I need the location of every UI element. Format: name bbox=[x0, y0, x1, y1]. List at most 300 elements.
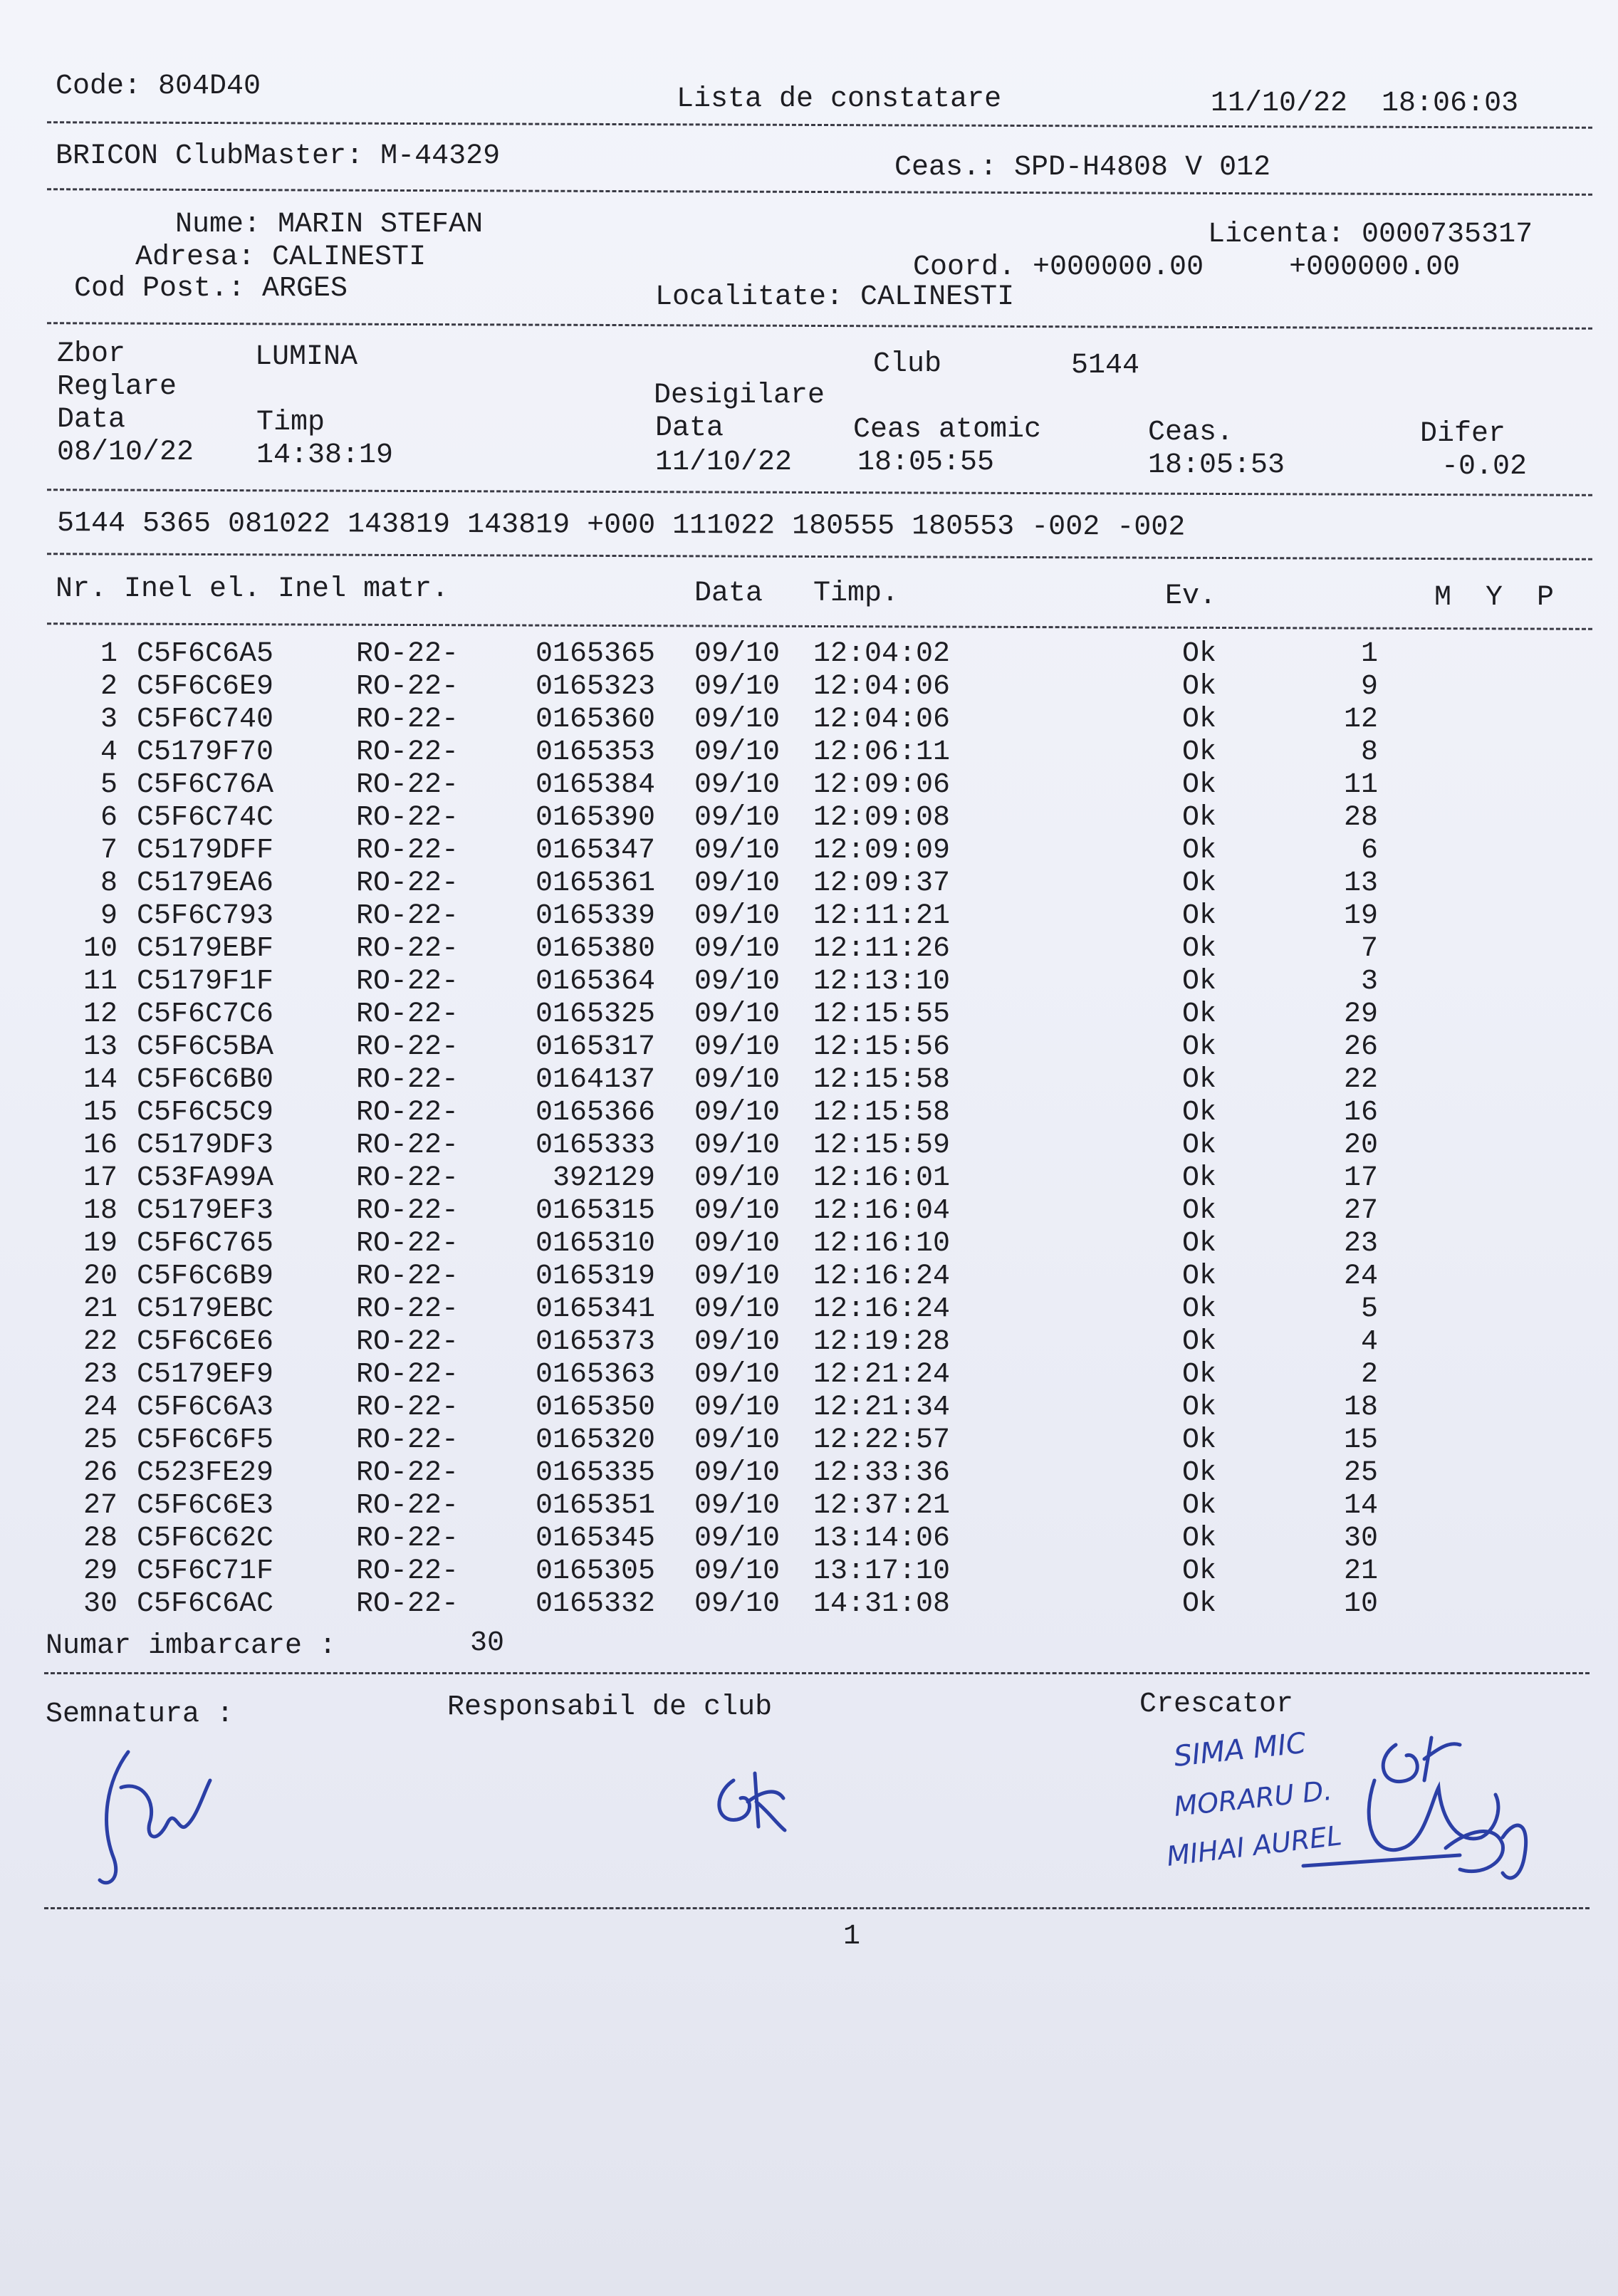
arrival-time: 12:16:04 bbox=[813, 1195, 951, 1227]
page-number: 1 bbox=[843, 1921, 861, 1953]
arrival-time: 12:15:58 bbox=[813, 1097, 951, 1129]
ring-number: 0165305 bbox=[535, 1555, 655, 1587]
row-number: 12 bbox=[83, 998, 118, 1030]
row-number: 27 bbox=[83, 1490, 118, 1522]
table-row bbox=[0, 1293, 1618, 1326]
ring-number: 0165366 bbox=[535, 1097, 655, 1129]
header-date: Data bbox=[694, 578, 763, 610]
electronic-ring: C5179F70 bbox=[137, 736, 274, 768]
arrival-time: 12:15:59 bbox=[813, 1129, 951, 1162]
electronic-ring: C5F6C5BA bbox=[137, 1031, 274, 1063]
ring-number: 0165360 bbox=[535, 704, 655, 736]
arrival-time: 12:19:28 bbox=[813, 1326, 951, 1358]
table-row bbox=[0, 1588, 1618, 1621]
ring-number: 0165361 bbox=[535, 867, 655, 899]
event-status: Ok bbox=[1182, 1228, 1217, 1260]
atomic-clock-time: 18:05:55 bbox=[857, 447, 995, 479]
arrival-time: 13:17:10 bbox=[813, 1555, 951, 1587]
ring-number: 0165380 bbox=[535, 933, 655, 965]
reglare-label: Reglare bbox=[57, 371, 177, 403]
club-responsible-label: Responsabil de club bbox=[447, 1691, 773, 1723]
arrival-time: 12:21:24 bbox=[813, 1359, 951, 1391]
ring-prefix: RO-22- bbox=[356, 998, 459, 1030]
arrival-date: 09/10 bbox=[694, 998, 781, 1030]
place: 15 bbox=[1343, 1424, 1378, 1456]
table-row bbox=[0, 1097, 1618, 1129]
arrival-time: 12:21:34 bbox=[813, 1392, 951, 1424]
ring-prefix: RO-22- bbox=[356, 1195, 459, 1227]
owner-locality: Localitate: CALINESTI bbox=[655, 281, 1015, 313]
flight-label: Zbor bbox=[57, 338, 126, 370]
electronic-ring: C5F6C7C6 bbox=[137, 998, 274, 1030]
row-number: 20 bbox=[83, 1261, 118, 1293]
arrival-time: 12:16:01 bbox=[813, 1162, 951, 1194]
event-status: Ok bbox=[1182, 867, 1217, 899]
arrival-time: 12:16:24 bbox=[813, 1293, 951, 1325]
place: 29 bbox=[1343, 998, 1378, 1030]
event-status: Ok bbox=[1182, 1162, 1217, 1194]
arrival-time: 14:31:08 bbox=[813, 1588, 951, 1620]
ring-number: 0165341 bbox=[535, 1293, 655, 1325]
club-label: Club bbox=[873, 348, 942, 380]
arrival-time: 12:33:36 bbox=[813, 1457, 951, 1489]
row-number: 21 bbox=[83, 1293, 118, 1325]
arrival-date: 09/10 bbox=[694, 1359, 781, 1391]
event-status: Ok bbox=[1182, 900, 1217, 932]
electronic-ring: C5179EF9 bbox=[137, 1359, 274, 1391]
divider bbox=[44, 1672, 1590, 1674]
arrival-time: 12:06:11 bbox=[813, 736, 951, 768]
row-number: 3 bbox=[100, 704, 118, 736]
signature-label: Semnatura : bbox=[46, 1698, 234, 1731]
atomic-clock-label: Ceas atomic bbox=[853, 414, 1042, 446]
electronic-ring: C5179DFF bbox=[137, 835, 274, 867]
ring-prefix: RO-22- bbox=[356, 1523, 459, 1555]
electronic-ring: C53FA99A bbox=[137, 1162, 274, 1194]
ring-number: 0165319 bbox=[535, 1261, 655, 1293]
table-row bbox=[0, 1523, 1618, 1555]
table-row bbox=[0, 900, 1618, 933]
place: 16 bbox=[1343, 1097, 1378, 1129]
header-event: Ev. bbox=[1165, 580, 1217, 612]
event-status: Ok bbox=[1182, 1129, 1217, 1162]
arrival-time: 12:22:57 bbox=[813, 1424, 951, 1456]
row-number: 18 bbox=[83, 1195, 118, 1227]
arrival-date: 09/10 bbox=[694, 1293, 781, 1325]
table-row bbox=[0, 1490, 1618, 1523]
arrival-time: 12:37:21 bbox=[813, 1490, 951, 1522]
ring-prefix: RO-22- bbox=[356, 835, 459, 867]
ring-number: 0165310 bbox=[535, 1228, 655, 1260]
event-status: Ok bbox=[1182, 1424, 1217, 1456]
table-row bbox=[0, 1261, 1618, 1293]
ring-prefix: RO-22- bbox=[356, 1162, 459, 1194]
table-row bbox=[0, 1392, 1618, 1424]
ring-prefix: RO-22- bbox=[356, 1064, 459, 1096]
clock-difference: -0.02 bbox=[1441, 451, 1528, 483]
electronic-ring: C5179EA6 bbox=[137, 867, 274, 899]
owner-name: Nume: MARIN STEFAN bbox=[175, 209, 484, 241]
arrival-date: 09/10 bbox=[694, 736, 781, 768]
place: 6 bbox=[1360, 835, 1378, 867]
table-row bbox=[0, 769, 1618, 802]
ring-number: 0165332 bbox=[535, 1588, 655, 1620]
arrival-time: 12:09:09 bbox=[813, 835, 951, 867]
reglare-time-label: Timp bbox=[256, 407, 325, 439]
event-status: Ok bbox=[1182, 1326, 1217, 1358]
electronic-ring: C5F6C6A5 bbox=[137, 638, 274, 670]
ring-number: 0165353 bbox=[535, 736, 655, 768]
row-number: 22 bbox=[83, 1326, 118, 1358]
event-status: Ok bbox=[1182, 1555, 1217, 1587]
place: 5 bbox=[1360, 1293, 1378, 1325]
electronic-ring: C5179EBF bbox=[137, 933, 274, 965]
table-row bbox=[0, 638, 1618, 671]
place: 28 bbox=[1343, 802, 1378, 834]
electronic-ring: C5F6C5C9 bbox=[137, 1097, 274, 1129]
document-datetime: 11/10/22 18:06:03 bbox=[1211, 88, 1519, 120]
row-number: 17 bbox=[83, 1162, 118, 1194]
table-row bbox=[0, 1031, 1618, 1064]
ring-prefix: RO-22- bbox=[356, 933, 459, 965]
divider bbox=[47, 553, 1592, 560]
svg-text:SIMA MIC: SIMA MIC bbox=[1172, 1726, 1308, 1773]
arrival-date: 09/10 bbox=[694, 1129, 781, 1162]
arrival-date: 09/10 bbox=[694, 1097, 781, 1129]
arrival-date: 09/10 bbox=[694, 1523, 781, 1555]
arrival-time: 12:11:21 bbox=[813, 900, 951, 932]
electronic-ring: C5F6C765 bbox=[137, 1228, 274, 1260]
event-status: Ok bbox=[1182, 1523, 1217, 1555]
ring-prefix: RO-22- bbox=[356, 638, 459, 670]
ring-prefix: RO-22- bbox=[356, 1031, 459, 1063]
electronic-ring: C5F6C793 bbox=[137, 900, 274, 932]
place: 13 bbox=[1343, 867, 1378, 899]
ring-number: 0165345 bbox=[535, 1523, 655, 1555]
breeder-signatures bbox=[1161, 1723, 1560, 1901]
place: 19 bbox=[1343, 900, 1378, 932]
desigilare-date: 11/10/22 bbox=[655, 447, 793, 479]
reglare-date: 08/10/22 bbox=[57, 437, 194, 469]
ring-prefix: RO-22- bbox=[356, 704, 459, 736]
ring-number: 0165325 bbox=[535, 998, 655, 1030]
ring-number: 0165315 bbox=[535, 1195, 655, 1227]
event-status: Ok bbox=[1182, 1031, 1217, 1063]
table-row bbox=[0, 671, 1618, 704]
row-number: 23 bbox=[83, 1359, 118, 1391]
arrival-date: 09/10 bbox=[694, 638, 781, 670]
row-number: 16 bbox=[83, 1129, 118, 1162]
electronic-ring: C5179F1F bbox=[137, 966, 274, 998]
ring-number: 0165333 bbox=[535, 1129, 655, 1162]
ring-number: 0165363 bbox=[535, 1359, 655, 1391]
electronic-ring: C5F6C6B0 bbox=[137, 1064, 274, 1096]
ring-prefix: RO-22- bbox=[356, 1555, 459, 1587]
basketing-count: 30 bbox=[470, 1627, 505, 1659]
place: 2 bbox=[1360, 1359, 1378, 1391]
arrival-date: 09/10 bbox=[694, 1261, 781, 1293]
place: 20 bbox=[1343, 1129, 1378, 1162]
event-status: Ok bbox=[1182, 1359, 1217, 1391]
arrival-date: 09/10 bbox=[694, 1031, 781, 1063]
place: 9 bbox=[1360, 671, 1378, 703]
event-status: Ok bbox=[1182, 802, 1217, 834]
ring-number: 0165335 bbox=[535, 1457, 655, 1489]
place: 14 bbox=[1343, 1490, 1378, 1522]
event-status: Ok bbox=[1182, 998, 1217, 1030]
ring-prefix: RO-22- bbox=[356, 1392, 459, 1424]
table-row bbox=[0, 867, 1618, 900]
place: 30 bbox=[1343, 1523, 1378, 1555]
divider bbox=[47, 188, 1592, 196]
electronic-ring: C5F6C6E3 bbox=[137, 1490, 274, 1522]
arrival-date: 09/10 bbox=[694, 900, 781, 932]
row-number: 10 bbox=[83, 933, 118, 965]
divider bbox=[47, 121, 1592, 129]
ring-prefix: RO-22- bbox=[356, 1490, 459, 1522]
ring-number: 0165347 bbox=[535, 835, 655, 867]
row-number: 25 bbox=[83, 1424, 118, 1456]
owner-postal-code: Cod Post.: ARGES bbox=[74, 273, 348, 305]
ring-number: 0164137 bbox=[535, 1064, 655, 1096]
table-row bbox=[0, 1326, 1618, 1359]
electronic-ring: C5F6C6E6 bbox=[137, 1326, 274, 1358]
table-row bbox=[0, 736, 1618, 769]
table-row bbox=[0, 933, 1618, 966]
ring-number: 0165373 bbox=[535, 1326, 655, 1358]
ring-number: 0165364 bbox=[535, 966, 655, 998]
desigilare-date-label: Data bbox=[655, 412, 724, 444]
row-number: 26 bbox=[83, 1457, 118, 1489]
row-number: 8 bbox=[100, 867, 118, 899]
ring-prefix: RO-22- bbox=[356, 1097, 459, 1129]
arrival-date: 09/10 bbox=[694, 835, 781, 867]
table-row bbox=[0, 1195, 1618, 1228]
ring-number: 0165390 bbox=[535, 802, 655, 834]
signature-2 bbox=[705, 1759, 790, 1844]
ring-number: 0165320 bbox=[535, 1424, 655, 1456]
ring-number: 0165384 bbox=[535, 769, 655, 801]
event-status: Ok bbox=[1182, 835, 1217, 867]
electronic-ring: C5F6C76A bbox=[137, 769, 274, 801]
divider bbox=[47, 622, 1592, 630]
table-row bbox=[0, 998, 1618, 1031]
ring-prefix: RO-22- bbox=[356, 769, 459, 801]
electronic-ring: C5F6C62C bbox=[137, 1523, 274, 1555]
place: 26 bbox=[1343, 1031, 1378, 1063]
place: 8 bbox=[1360, 736, 1378, 768]
document-title: Lista de constatare bbox=[677, 83, 1002, 115]
place: 4 bbox=[1360, 1326, 1378, 1358]
row-number: 28 bbox=[83, 1523, 118, 1555]
club-number: 5144 bbox=[1071, 350, 1140, 382]
arrival-time: 12:15:55 bbox=[813, 998, 951, 1030]
arrival-time: 12:09:06 bbox=[813, 769, 951, 801]
arrival-time: 12:16:10 bbox=[813, 1228, 951, 1260]
arrival-date: 09/10 bbox=[694, 1588, 781, 1620]
arrival-date: 09/10 bbox=[694, 1392, 781, 1424]
event-status: Ok bbox=[1182, 1392, 1217, 1424]
divider bbox=[44, 1907, 1590, 1909]
ring-prefix: RO-22- bbox=[356, 1129, 459, 1162]
arrival-time: 12:04:02 bbox=[813, 638, 951, 670]
event-status: Ok bbox=[1182, 1195, 1217, 1227]
ring-prefix: RO-22- bbox=[356, 671, 459, 703]
signature-1 bbox=[78, 1738, 228, 1894]
ring-number: 0165317 bbox=[535, 1031, 655, 1063]
electronic-ring: C5179DF3 bbox=[137, 1129, 274, 1162]
electronic-ring: C5F6C740 bbox=[137, 704, 274, 736]
arrival-date: 09/10 bbox=[694, 769, 781, 801]
place: 11 bbox=[1343, 769, 1378, 801]
header-ring-numbers: Nr. Inel el. Inel matr. bbox=[56, 573, 449, 605]
arrival-date: 09/10 bbox=[694, 1457, 781, 1489]
event-status: Ok bbox=[1182, 1588, 1217, 1620]
document-code: Code: 804D40 bbox=[56, 71, 261, 103]
row-number: 5 bbox=[100, 769, 118, 801]
owner-license: Licenta: 0000735317 bbox=[1208, 219, 1533, 251]
row-number: 29 bbox=[83, 1555, 118, 1587]
reglare-time: 14:38:19 bbox=[256, 439, 394, 471]
place: 27 bbox=[1343, 1195, 1378, 1227]
row-number: 14 bbox=[83, 1064, 118, 1096]
arrival-date: 09/10 bbox=[694, 1555, 781, 1587]
electronic-ring: C5F6C74C bbox=[137, 802, 274, 834]
place: 1 bbox=[1360, 638, 1378, 670]
table-row bbox=[0, 1228, 1618, 1261]
row-number: 11 bbox=[83, 966, 118, 998]
ring-prefix: RO-22- bbox=[356, 1261, 459, 1293]
table-row bbox=[0, 1064, 1618, 1097]
electronic-ring: C5F6C6A3 bbox=[137, 1392, 274, 1424]
flight-name: LUMINA bbox=[255, 341, 358, 373]
place: 22 bbox=[1343, 1064, 1378, 1096]
event-status: Ok bbox=[1182, 1293, 1217, 1325]
table-row bbox=[0, 1129, 1618, 1162]
table-row bbox=[0, 802, 1618, 835]
electronic-ring: C5F6C6AC bbox=[137, 1588, 274, 1620]
header-myp: M Y P bbox=[1434, 582, 1555, 614]
table-row bbox=[0, 1162, 1618, 1195]
place: 21 bbox=[1343, 1555, 1378, 1587]
place: 24 bbox=[1343, 1261, 1378, 1293]
arrival-date: 09/10 bbox=[694, 1490, 781, 1522]
arrival-date: 09/10 bbox=[694, 671, 781, 703]
event-status: Ok bbox=[1182, 736, 1217, 768]
ring-number: 0165339 bbox=[535, 900, 655, 932]
svg-text:MORARU D.: MORARU D. bbox=[1172, 1774, 1334, 1822]
ring-prefix: RO-22- bbox=[356, 900, 459, 932]
ring-prefix: RO-22- bbox=[356, 736, 459, 768]
event-status: Ok bbox=[1182, 966, 1217, 998]
ring-prefix: RO-22- bbox=[356, 1424, 459, 1456]
row-number: 13 bbox=[83, 1031, 118, 1063]
divider bbox=[47, 322, 1592, 330]
place: 17 bbox=[1343, 1162, 1378, 1194]
row-number: 1 bbox=[100, 638, 118, 670]
arrival-time: 12:09:08 bbox=[813, 802, 951, 834]
arrival-date: 09/10 bbox=[694, 1162, 781, 1194]
table-row bbox=[0, 1424, 1618, 1457]
desigilare-label: Desigilare bbox=[654, 380, 825, 412]
row-number: 24 bbox=[83, 1392, 118, 1424]
event-status: Ok bbox=[1182, 1097, 1217, 1129]
place: 12 bbox=[1343, 704, 1378, 736]
divider bbox=[47, 489, 1592, 496]
ring-number: 0165365 bbox=[535, 638, 655, 670]
place: 18 bbox=[1343, 1392, 1378, 1424]
ring-number: 392129 bbox=[552, 1162, 655, 1194]
electronic-ring: C5F6C6E9 bbox=[137, 671, 274, 703]
reglare-date-label: Data bbox=[57, 404, 126, 436]
event-status: Ok bbox=[1182, 671, 1217, 703]
arrival-date: 09/10 bbox=[694, 1195, 781, 1227]
row-number: 7 bbox=[100, 835, 118, 867]
arrival-time: 12:16:24 bbox=[813, 1261, 951, 1293]
owner-coordinates: Coord. +000000.00 +000000.00 bbox=[913, 251, 1461, 283]
arrival-date: 09/10 bbox=[694, 1064, 781, 1096]
ring-prefix: RO-22- bbox=[356, 1359, 459, 1391]
basketing-count-label: Numar imbarcare : bbox=[46, 1630, 337, 1662]
ring-prefix: RO-22- bbox=[356, 802, 459, 834]
electronic-ring: C5F6C71F bbox=[137, 1555, 274, 1587]
arrival-time: 12:13:10 bbox=[813, 966, 951, 998]
event-status: Ok bbox=[1182, 769, 1217, 801]
arrival-date: 09/10 bbox=[694, 966, 781, 998]
event-status: Ok bbox=[1182, 1064, 1217, 1096]
place: 7 bbox=[1360, 933, 1378, 965]
ring-prefix: RO-22- bbox=[356, 1293, 459, 1325]
event-status: Ok bbox=[1182, 1457, 1217, 1489]
row-number: 19 bbox=[83, 1228, 118, 1260]
arrival-date: 09/10 bbox=[694, 1228, 781, 1260]
place: 10 bbox=[1343, 1588, 1378, 1620]
row-number: 4 bbox=[100, 736, 118, 768]
arrival-time: 12:04:06 bbox=[813, 671, 951, 703]
place: 25 bbox=[1343, 1457, 1378, 1489]
ring-prefix: RO-22- bbox=[356, 1326, 459, 1358]
table-row bbox=[0, 966, 1618, 998]
electronic-ring: C5F6C6B9 bbox=[137, 1261, 274, 1293]
arrival-date: 09/10 bbox=[694, 1424, 781, 1456]
arrival-time: 13:14:06 bbox=[813, 1523, 951, 1555]
owner-address: Adresa: CALINESTI bbox=[135, 241, 427, 273]
table-row bbox=[0, 704, 1618, 736]
table-row bbox=[0, 1555, 1618, 1588]
arrival-time: 12:04:06 bbox=[813, 704, 951, 736]
breeder-label: Crescator bbox=[1139, 1689, 1294, 1721]
electronic-ring: C5F6C6F5 bbox=[137, 1424, 274, 1456]
code-line: 5144 5365 081022 143819 143819 +000 111022 180555 180553 -002 -002 bbox=[56, 508, 1186, 544]
arrival-date: 09/10 bbox=[694, 704, 781, 736]
ring-prefix: RO-22- bbox=[356, 966, 459, 998]
row-number: 6 bbox=[100, 802, 118, 834]
row-number: 9 bbox=[100, 900, 118, 932]
ring-prefix: RO-22- bbox=[356, 867, 459, 899]
difference-label: Difer bbox=[1420, 418, 1506, 450]
arrival-date: 09/10 bbox=[694, 1326, 781, 1358]
event-status: Ok bbox=[1182, 704, 1217, 736]
clubmaster-id: BRICON ClubMaster: M-44329 bbox=[56, 140, 501, 172]
event-status: Ok bbox=[1182, 933, 1217, 965]
svg-text:MIHAI AUREL: MIHAI AUREL bbox=[1164, 1820, 1344, 1872]
ring-number: 0165351 bbox=[535, 1490, 655, 1522]
row-number: 2 bbox=[100, 671, 118, 703]
ring-prefix: RO-22- bbox=[356, 1457, 459, 1489]
clock-id: Ceas.: SPD-H4808 V 012 bbox=[894, 152, 1271, 184]
arrival-time: 12:11:26 bbox=[813, 933, 951, 965]
row-number: 15 bbox=[83, 1097, 118, 1129]
